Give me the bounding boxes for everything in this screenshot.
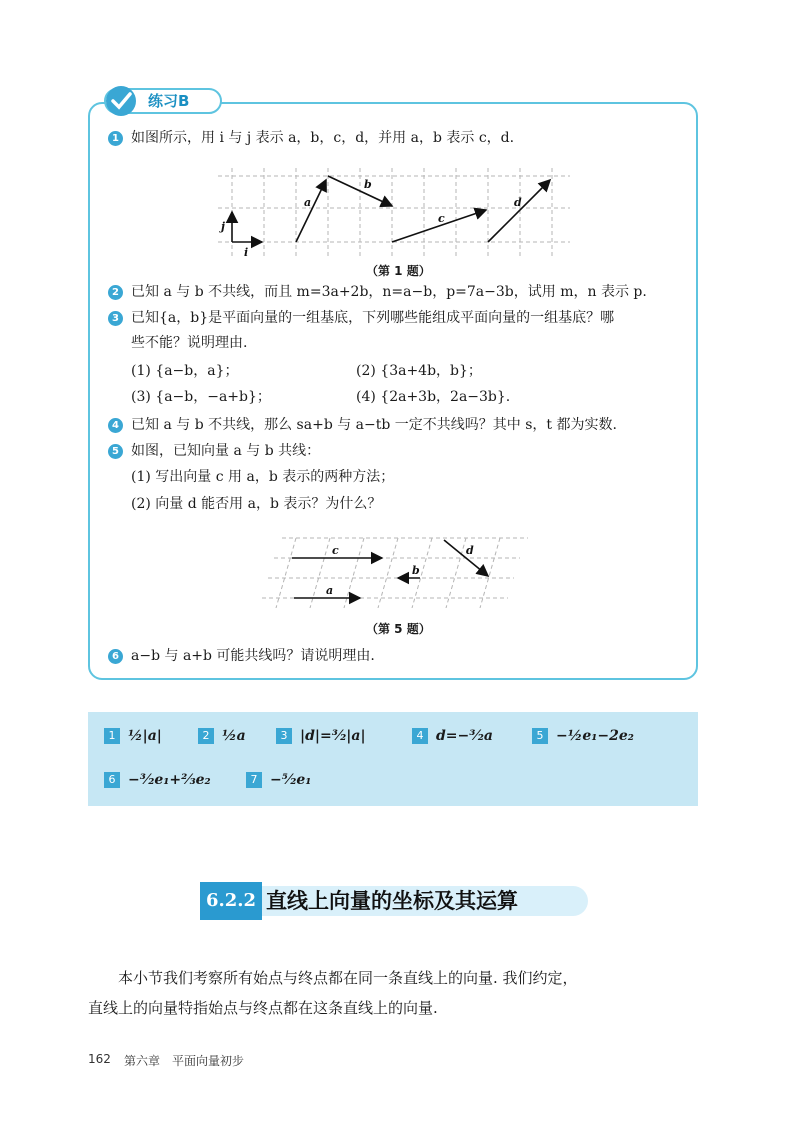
answer-item	[412, 728, 493, 744]
label-a: a	[304, 196, 312, 209]
label-b: b	[364, 178, 372, 191]
answer-item	[198, 728, 246, 744]
answer-number: 3	[276, 728, 292, 744]
answer-item	[246, 772, 311, 788]
answer-text: ½|a|	[128, 728, 162, 744]
vector-d	[488, 180, 550, 242]
question-6	[108, 646, 375, 666]
paragraph-line-2: 直线上的向量特指始点与终点都在这条直线上的向量.	[88, 999, 438, 1017]
question-text: 如图所示，用 i 与 j 表示 a，b，c，d，并用 a，b 表示 c，d.	[131, 130, 515, 146]
chapter-label: 第六章 平面向量初步	[124, 1054, 245, 1068]
label-c: c	[438, 212, 445, 225]
answer-number: 4	[412, 728, 428, 744]
answer-item	[104, 772, 211, 788]
question-text: 如图，已知向量 a 与 b 共线：	[131, 443, 321, 459]
question-5-sub1: (1) 写出向量 c 用 a，b 表示的两种方法；	[131, 469, 395, 485]
question-number: 1	[108, 131, 123, 146]
paragraph-line-1: 本小节我们考察所有始点与终点都在同一条直线上的向量. 我们约定，	[118, 969, 578, 987]
answer-text: −½e₁−2e₂	[556, 728, 634, 744]
label-i: i	[244, 246, 249, 258]
vector-a	[296, 180, 326, 242]
answer-text: ½a	[222, 728, 246, 744]
figure-1	[218, 168, 570, 258]
question-number: 2	[108, 285, 123, 300]
answer-text: d=−³⁄₂a	[436, 728, 493, 744]
answer-number: 7	[246, 772, 262, 788]
question-3-line2: 些不能？说明理由.	[131, 335, 248, 351]
question-number: 3	[108, 311, 123, 326]
label-d-fig5: d	[466, 544, 474, 557]
question-number: 4	[108, 418, 123, 433]
question-3-option-3: (3) {a−b，−a+b}；	[131, 389, 271, 405]
label-b-fig5: b	[412, 564, 420, 577]
question-text: a−b 与 a+b 可能共线吗？请说明理由.	[131, 648, 375, 664]
figure-1-caption: （第 1 题）	[366, 264, 431, 278]
answer-number: 2	[198, 728, 214, 744]
label-d: d	[514, 196, 522, 209]
question-2	[108, 282, 647, 302]
answer-band	[88, 712, 698, 806]
figure-5	[262, 530, 530, 608]
question-1	[108, 128, 514, 148]
figure-5-caption: （第 5 题）	[366, 622, 431, 636]
answer-number: 1	[104, 728, 120, 744]
question-text: 已知 a 与 b 不共线，那么 sa+b 与 a−tb 一定不共线吗？其中 s，t 都为实数.	[131, 417, 617, 433]
answer-item	[532, 728, 634, 744]
section-number: 6.2.2	[200, 882, 262, 920]
answer-text: −³⁄₂e₁+⅔e₂	[128, 772, 211, 788]
label-c-fig5: c	[332, 544, 339, 557]
question-3-option-1: (1) {a−b，a}；	[131, 363, 239, 379]
question-text: 已知{a，b}是平面向量的一组基底，下列哪些能组成平面向量的一组基底？哪	[131, 310, 615, 326]
question-number: 6	[108, 649, 123, 664]
question-number: 5	[108, 444, 123, 459]
answer-text: |d|=³⁄₂|a|	[300, 728, 366, 744]
page-number: 162	[88, 1052, 111, 1066]
answer-text: −⁵⁄₂e₁	[270, 772, 312, 788]
question-5-sub2: (2) 向量 d 能否用 a，b 表示？为什么？	[131, 496, 382, 512]
section-title: 直线上向量的坐标及其运算	[266, 888, 518, 913]
exercise-tab-label: 练习B	[148, 92, 190, 110]
question-3-option-2: (2) {3a+4b，b}；	[356, 363, 482, 379]
answer-number: 5	[532, 728, 548, 744]
vector-b	[328, 176, 392, 206]
question-4	[108, 415, 617, 435]
exercise-icon	[104, 84, 138, 118]
question-3	[108, 308, 614, 328]
answer-item	[104, 728, 162, 744]
question-text: 已知 a 与 b 不共线，而且 m=3a+2b，n=a−b，p=7a−3b，试用 m，n 表示 p.	[131, 284, 647, 300]
answer-item	[276, 728, 366, 744]
answer-number: 6	[104, 772, 120, 788]
question-3-option-4: (4) {2a+3b，2a−3b}.	[356, 389, 511, 405]
question-5	[108, 441, 320, 461]
label-j: j	[221, 220, 225, 233]
label-a-fig5: a	[326, 584, 334, 597]
